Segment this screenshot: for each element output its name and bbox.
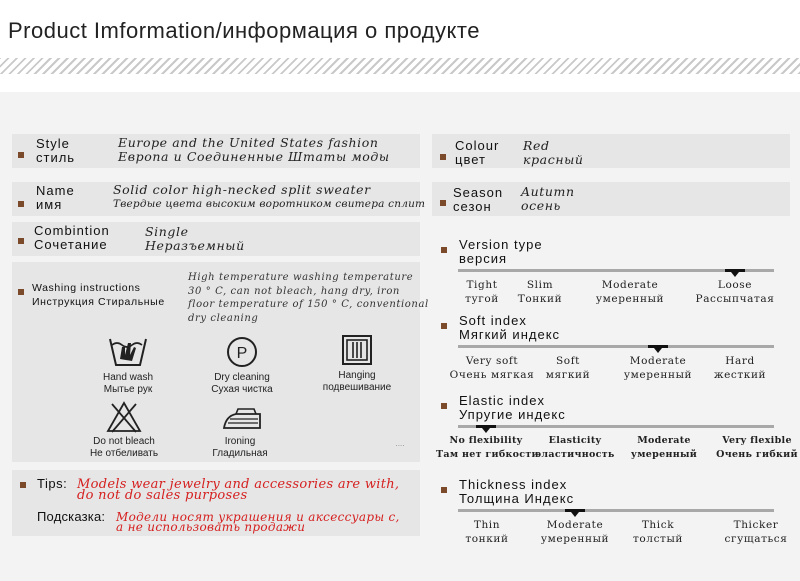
scale-option-ru: умеренный [595, 293, 665, 305]
hand-wash-icon [108, 335, 148, 369]
tips-text-ru-1: Модели носят украшения и аксессуары с, [116, 510, 400, 524]
scale-title-en: Version type [459, 237, 543, 252]
scale-option-ru: умеренный [623, 369, 693, 381]
scale-option-ru: сгущаться [724, 533, 788, 545]
hanging-caption-en: Hanging [338, 370, 376, 381]
bullet-icon [18, 152, 24, 158]
scale-option-en: Soft [555, 355, 581, 367]
scale-title-en: Elastic index [459, 393, 545, 408]
bullet-icon [20, 482, 26, 488]
bullet-icon [18, 238, 24, 244]
style-value-en: Europe and the United States fashion [118, 135, 379, 150]
colour-value-en: Red [523, 138, 550, 153]
scale-option [707, 434, 800, 462]
colour-label-ru: цвет [455, 152, 486, 167]
bullet-icon [441, 487, 447, 493]
scale-option-en: Moderate [601, 279, 659, 291]
scale-option-en: Thick [641, 519, 675, 531]
style-label-ru: стиль [36, 150, 76, 165]
ironing-caption [200, 436, 280, 460]
bullet-icon [441, 247, 447, 253]
no-bleach-icon [106, 400, 142, 434]
decorative-stripe [0, 58, 800, 74]
scale-option-ru: Рассыпчатая [695, 293, 775, 305]
scale-option-ru: Очень гибкий [716, 449, 798, 460]
scale-title-ru: Толщина Индекс [459, 491, 575, 506]
scale-option-en: Moderate [629, 355, 687, 367]
scale-option-ru: эластичность [535, 449, 615, 460]
season-label-en: Season [453, 185, 504, 200]
scale-title-ru: Упругие индекс [459, 407, 566, 422]
scale-option [525, 434, 625, 462]
colour-label-en: Colour [455, 138, 500, 153]
scale-option-en: Thicker [733, 519, 779, 531]
scale-option-ru: умеренный [630, 449, 698, 460]
washing-desc-line: 30 ° C, can not bleach, hang dry, iron [188, 285, 400, 297]
dry-cleaning-caption [200, 372, 284, 396]
scale-option-ru: Там нет гибкости [436, 449, 539, 460]
scale-option-ru: жесткий [713, 369, 767, 381]
tips-text-en-1: Models wear jewelry and accessories are with, [77, 477, 400, 492]
scale-bar [458, 345, 774, 348]
scale-option-en: Moderate [546, 519, 604, 531]
dry-cleaning-caption-ru: Сухая чистка [211, 384, 273, 395]
scale-option [608, 518, 708, 546]
combination-value-en: Single [145, 224, 189, 239]
scale-marker [648, 345, 668, 348]
scale-option-en: Very flexible [722, 435, 792, 446]
washing-desc-line: High temperature washing temperature [188, 272, 414, 283]
style-value-ru: Европа и Соединенные Штаты моды [118, 149, 390, 164]
scale-option-ru: тугой [465, 293, 499, 305]
scale-option-en: Very soft [465, 355, 519, 367]
tips-text-ru-2: а не использовать продажи [116, 520, 306, 534]
scale-option-ru: Очень мягкая [449, 369, 535, 381]
ironing-caption-ru: Гладильная [212, 448, 268, 459]
style-label-en: Style [36, 136, 70, 151]
hanging-caption [310, 370, 404, 394]
scale-option-en: Moderate [637, 435, 691, 446]
bullet-icon [18, 201, 24, 207]
scale-option [518, 354, 618, 382]
scale-option-en: No flexibility [449, 435, 523, 446]
no-bleach-caption-ru: Не отбеливать [89, 448, 159, 459]
washing-desc-line: dry cleaning [188, 312, 259, 324]
scale-option [685, 278, 785, 306]
combination-label-en: Combintion [34, 223, 110, 238]
scale-option-ru: умеренный [540, 533, 610, 545]
season-value-ru: осень [521, 198, 561, 213]
hanging-caption-ru: подвешивание [322, 382, 392, 393]
name-label-ru: имя [36, 197, 63, 212]
hand-wash-caption-en: Hand wash [102, 372, 154, 383]
scale-title-en: Thickness index [459, 477, 568, 492]
scale-option [706, 518, 800, 546]
scale-option-ru: Тонкий [517, 293, 563, 305]
hanging-icon [341, 334, 373, 366]
washing-label-ru: Инструкция Стиральные [32, 296, 165, 308]
season-label-ru: сезон [453, 199, 492, 214]
washing-desc-line: floor temperature of 150 ° C, conventional [188, 299, 429, 310]
scale-option-en: Slim [526, 279, 554, 291]
scale-option-en: Loose [717, 279, 753, 291]
scale-option-ru: тонкий [465, 533, 509, 545]
scale-option [437, 518, 537, 546]
scale-option-ru: мягкий [545, 369, 591, 381]
bullet-icon [441, 403, 447, 409]
ironing-caption-en: Ironing [224, 436, 256, 447]
washing-label-en: Washing instructions [32, 282, 141, 294]
page-title: Product Imformation/информация о продукте [8, 18, 480, 43]
dry-cleaning-icon [226, 336, 258, 368]
scale-option [690, 354, 790, 382]
colour-value-ru: красный [523, 152, 584, 167]
dry-cleaning-caption-en: Dry cleaning [214, 372, 270, 383]
hand-wash-caption-ru: Мытье рук [103, 384, 153, 395]
combination-label-ru: Сочетание [34, 237, 108, 252]
scale-title-en: Soft index [459, 313, 527, 328]
scale-option [490, 278, 590, 306]
scale-option-en: Tight [466, 279, 498, 291]
scale-title-ru: Мягкий индекс [459, 327, 561, 342]
scale-marker [725, 269, 745, 272]
season-value-en: Autumn [521, 184, 575, 199]
scale-option [436, 434, 539, 462]
scale-marker [476, 425, 496, 428]
scale-option-en: Elasticity [548, 435, 602, 446]
dots: .... [395, 439, 405, 448]
scale-option [580, 278, 680, 306]
header [0, 0, 800, 92]
scale-option-ru: толстый [632, 533, 684, 545]
washing-description [188, 271, 429, 325]
scale-option-en: Thin [473, 519, 501, 531]
name-value-en: Solid color high-necked split sweater [113, 182, 371, 197]
scale-title-ru: версия [459, 251, 508, 266]
scale-marker [565, 509, 585, 512]
combination-value-ru: Неразъемный [145, 238, 245, 253]
tips-label-ru: Подсказка: [37, 509, 106, 524]
bullet-icon [440, 154, 446, 160]
scale-option [614, 434, 714, 462]
scale-bar [458, 509, 774, 512]
bullet-icon [441, 323, 447, 329]
hand-wash-caption [88, 372, 168, 396]
scale-bar [458, 425, 774, 428]
tips-text-en-2: do not do sales purposes [77, 488, 248, 503]
bullet-icon [440, 200, 446, 206]
name-label-en: Name [36, 183, 75, 198]
svg-text:P: P [236, 345, 248, 362]
ironing-icon [220, 406, 264, 430]
tips-label-en: Tips: [37, 476, 68, 491]
no-bleach-caption [80, 436, 168, 460]
no-bleach-caption-en: Do not bleach [93, 436, 155, 447]
bullet-icon [18, 289, 24, 295]
scale-option-en: Hard [725, 355, 755, 367]
name-value-ru: Твердые цвета высоким воротником свитера сплит [113, 198, 426, 210]
